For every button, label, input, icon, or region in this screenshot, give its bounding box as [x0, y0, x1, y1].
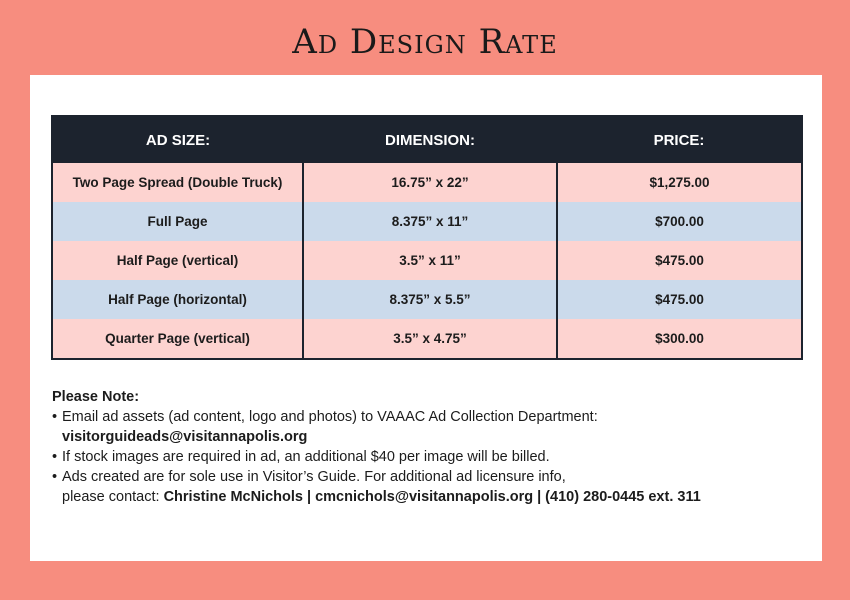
- ad-collection-email[interactable]: visitorguideads@visitannapolis.org: [62, 429, 308, 445]
- note-item-stock-images: [52, 447, 812, 467]
- contact-info[interactable]: Christine McNichols | cmcnichols@visitannapolis.org | (410) 280-0445 ext. 311: [163, 489, 701, 505]
- cell-ad-size: Half Page (horizontal): [52, 280, 303, 319]
- cell-dimension: 3.5” x 4.75”: [303, 319, 557, 359]
- cell-ad-size: Full Page: [52, 202, 303, 241]
- table-header-row: [52, 116, 802, 163]
- note-licensure-text: Ads created are for sole use in Visitor’s Guide. For additional ad licensure info,: [62, 469, 566, 485]
- table-row: [52, 241, 802, 280]
- rate-table: [51, 115, 803, 360]
- notes-heading: Please Note:: [52, 389, 140, 405]
- cell-price: $475.00: [557, 280, 802, 319]
- notes-list: [52, 407, 812, 507]
- cell-price: $475.00: [557, 241, 802, 280]
- rate-card: [30, 75, 822, 561]
- note-stock-text: If stock images are required in ad, an additional $40 per image will be billed.: [62, 449, 550, 465]
- cell-dimension: 16.75” x 22”: [303, 163, 557, 202]
- table-row: [52, 163, 802, 202]
- cell-dimension: 8.375” x 11”: [303, 202, 557, 241]
- header-dimension: DIMENSION:: [303, 116, 557, 163]
- cell-ad-size: Two Page Spread (Double Truck): [52, 163, 303, 202]
- table-row: [52, 202, 802, 241]
- note-item-licensure: [52, 467, 812, 507]
- cell-ad-size: Half Page (vertical): [52, 241, 303, 280]
- cell-dimension: 8.375” x 5.5”: [303, 280, 557, 319]
- note-item-email: [52, 407, 812, 447]
- cell-price: $1,275.00: [557, 163, 802, 202]
- cell-ad-size: Quarter Page (vertical): [52, 319, 303, 359]
- page-title: Ad Design Rate: [292, 22, 558, 62]
- cell-dimension: 3.5” x 11”: [303, 241, 557, 280]
- header-ad-size: AD SIZE:: [52, 116, 303, 163]
- notes-section: [52, 387, 812, 507]
- cell-price: $300.00: [557, 319, 802, 359]
- header-price: PRICE:: [557, 116, 802, 163]
- note-contact-prefix: please contact:: [62, 489, 164, 505]
- note-email-text: Email ad assets (ad content, logo and photos) to VAAAC Ad Collection Department:: [62, 409, 598, 425]
- table-row: [52, 319, 802, 359]
- cell-price: $700.00: [557, 202, 802, 241]
- table-row: [52, 280, 802, 319]
